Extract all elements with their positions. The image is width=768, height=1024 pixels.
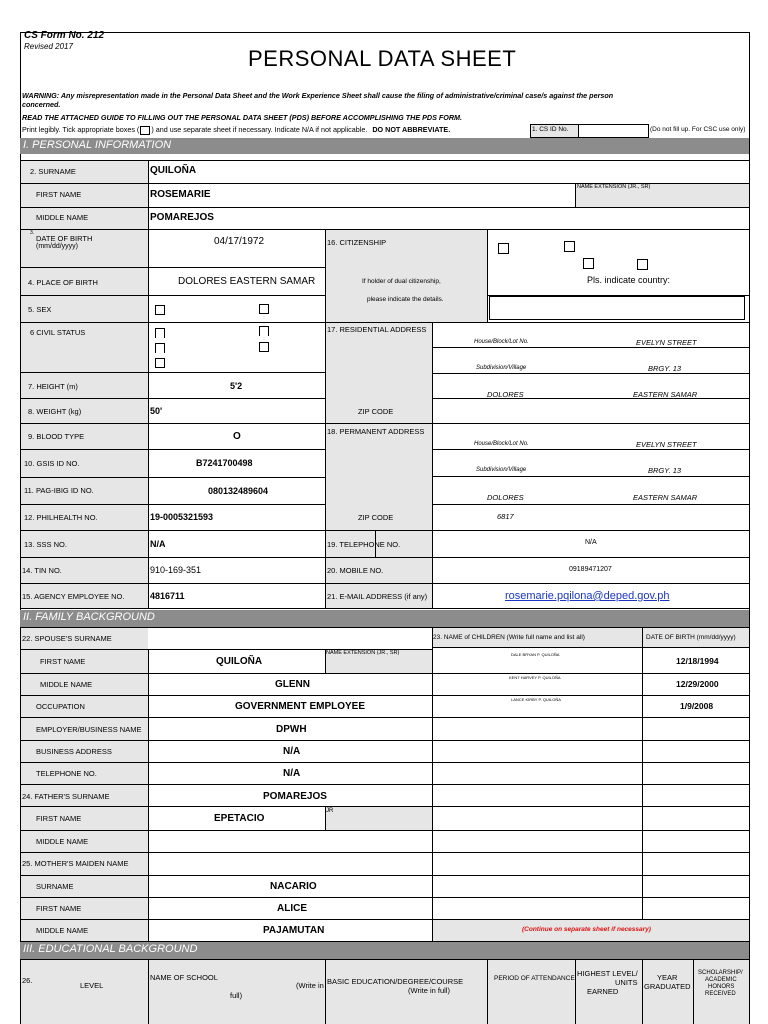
father-name-ext-value[interactable]: JR — [326, 808, 334, 814]
mother-maiden-name-label: 25. MOTHER'S MAIDEN NAME — [22, 859, 129, 868]
period-header: PERIOD OF ATTENDANCE — [494, 975, 575, 982]
perm-zip-value[interactable]: 6817 — [497, 512, 514, 521]
civil-married-checkbox[interactable] — [259, 326, 269, 336]
height-value[interactable]: 5'2 — [230, 381, 243, 391]
name-extension-label: NAME EXTENSION (JR., SR) — [577, 184, 651, 190]
section-educational-background: III. EDUCATIONAL BACKGROUND — [20, 942, 749, 959]
scholarship-header-3: HONORS — [708, 984, 735, 990]
form-revision: Revised 2017 — [24, 42, 73, 51]
scholarship-header-4: RECEIVED — [705, 991, 736, 997]
csc-use-note: (Do not fill up. For CSC use only) — [650, 126, 746, 133]
dual-note-1: If holder of dual citizenship, — [362, 278, 441, 285]
warning-text-cont: concerned. — [22, 100, 61, 109]
spouse-middle-name-value[interactable]: GLENN — [275, 679, 310, 690]
child-1-name[interactable]: DALE BRYAN P. QUILOÑA — [511, 652, 560, 657]
indicate-country: Pls. indicate country: — [587, 275, 671, 285]
sss-label: 13. SSS NO. — [24, 540, 67, 549]
blood-type-value[interactable]: O — [233, 431, 241, 442]
business-address-label: BUSINESS ADDRESS — [36, 747, 112, 756]
cs-id-input[interactable] — [578, 124, 649, 138]
occupation-value[interactable]: GOVERNMENT EMPLOYEE — [235, 701, 366, 712]
sss-value[interactable]: N/A — [150, 539, 166, 549]
course-write-in: (Write in full) — [408, 986, 450, 995]
pagibig-label: 11. PAG-IBIG ID NO. — [24, 486, 94, 495]
place-of-birth-label: 4. PLACE OF BIRTH — [28, 278, 98, 287]
res-zip-label: ZIP CODE — [358, 407, 394, 416]
business-address-value[interactable]: N/A — [283, 746, 301, 757]
children-label: 23. NAME of CHILDREN (Write full name and list all) — [433, 634, 585, 641]
father-first-name-label: FIRST NAME — [36, 814, 82, 823]
mother-surname-label: SURNAME — [36, 882, 74, 891]
father-middle-name-label: MIDDLE NAME — [36, 837, 89, 846]
email-label: 21. E-MAIL ADDRESS (if any) — [327, 592, 428, 601]
telephone-label: 19. TELEPHONE NO. — [327, 540, 401, 549]
level-header: LEVEL — [80, 981, 104, 990]
child-2-name[interactable]: KENT HARVEY P. QUILOÑA — [509, 675, 561, 680]
res-province-value[interactable]: EASTERN SAMAR — [633, 390, 698, 399]
employer-value[interactable]: DPWH — [276, 724, 307, 735]
perm-zip-label: ZIP CODE — [358, 513, 394, 522]
civil-status-label: 6 CIVIL STATUS — [30, 328, 86, 337]
res-house-label: House/Block/Lot No. — [474, 339, 529, 345]
surname-label: 2. SURNAME — [30, 167, 76, 176]
gsis-value[interactable]: B7241700498 — [196, 458, 253, 468]
spouse-first-name-value[interactable]: QUILOÑA — [216, 656, 263, 667]
spouse-middle-name-label: MIDDLE NAME — [40, 680, 93, 689]
dob-label: DATE OF BIRTH — [36, 234, 93, 243]
mother-first-name-value[interactable]: ALICE — [277, 903, 307, 914]
sex-male-checkbox[interactable] — [155, 305, 165, 315]
child-3-name[interactable]: LANCE KIRBY P. QUILOÑA — [511, 697, 561, 702]
place-of-birth-value[interactable]: DOLORES EASTERN SAMAR — [178, 276, 316, 287]
first-name-value[interactable]: ROSEMARIE — [150, 189, 211, 200]
civil-widowed-checkbox[interactable] — [155, 343, 165, 353]
course-header: BASIC EDUCATION/DEGREE/COURSE — [327, 977, 464, 986]
middle-name-value[interactable]: POMAREJOS — [150, 212, 214, 223]
civil-single-checkbox[interactable] — [155, 328, 165, 338]
section-family-background: II. FAMILY BACKGROUND — [20, 610, 749, 627]
res-street-value[interactable]: EVELYN STREET — [636, 338, 697, 347]
form-number: CS Form No. 212 — [24, 30, 105, 41]
mobile-value[interactable]: 09189471207 — [569, 566, 612, 573]
child-3-dob[interactable]: 1/9/2008 — [680, 701, 714, 711]
blood-type-label: 9. BLOOD TYPE — [28, 432, 85, 441]
family-label-bg — [21, 628, 148, 942]
child-2-dob[interactable]: 12/29/2000 — [676, 679, 719, 689]
res-barangay-value[interactable]: BRGY. 13 — [648, 364, 682, 373]
print-instructions — [22, 125, 450, 135]
philhealth-label: 12. PHILHEALTH NO. — [24, 513, 98, 522]
telephone-value[interactable]: N/A — [585, 539, 597, 546]
child-1-dob[interactable]: 12/18/1994 — [676, 656, 719, 666]
country-input[interactable] — [489, 296, 745, 320]
section-personal-information: I. PERSONAL INFORMATION — [20, 138, 749, 154]
sex-label: 5. SEX — [28, 305, 52, 314]
father-ext-bg — [325, 806, 432, 830]
guide-text: READ THE ATTACHED GUIDE TO FILLING OUT THE PERSONAL DATA SHEET (PDS) BEFORE ACCOMPLISHING THE PDS FORM. — [22, 113, 463, 122]
school-full: full) — [230, 991, 243, 1000]
dual-note-2: please indicate the details. — [367, 296, 444, 303]
print-instructions-b: ) and use separate sheet if necessary. Indicate N/A if not applicable. — [151, 125, 368, 134]
email-value[interactable]: rosemarie.pqilona@deped.gov.ph — [505, 590, 670, 602]
weight-label: 8. WEIGHT (kg) — [28, 407, 82, 416]
year-graduated-header-2: GRADUATED — [644, 982, 691, 991]
no-abbreviate: DO NOT ABBREVIATE. — [372, 125, 451, 134]
scholarship-header-2: ACADEMIC — [705, 977, 737, 983]
highest-level-header-2: UNITS — [615, 978, 638, 987]
perm-street-value[interactable]: EVELYN STREET — [636, 440, 697, 449]
dob-value[interactable]: 04/17/1972 — [214, 236, 265, 247]
spouse-telephone-label: TELEPHONE NO. — [36, 769, 97, 778]
dob-number: 3. — [30, 230, 35, 236]
perm-subdivision-label: Subdivision/Village — [476, 467, 527, 473]
page-title: PERSONAL DATA SHEET — [248, 46, 517, 71]
school-name-header: NAME OF SCHOOL — [150, 973, 218, 982]
spouse-telephone-value[interactable]: N/A — [283, 768, 301, 779]
cs-id-label: 1. CS ID No. — [532, 126, 569, 133]
agency-employee-value[interactable]: 4816711 — [150, 591, 185, 601]
mother-surname-value[interactable]: NACARIO — [270, 881, 317, 892]
children-dob-label: DATE OF BIRTH (mm/dd/yyyy) — [646, 634, 736, 641]
continue-note: (Continue on separate sheet if necessary) — [522, 926, 651, 933]
spouse-name-ext-label: NAME EXTENSION (JR., SR) — [326, 650, 400, 656]
perm-city-value[interactable]: DOLORES — [487, 493, 524, 502]
highest-level-header-1: HIGHEST LEVEL/ — [577, 969, 638, 978]
school-write-in: (Write in — [296, 981, 324, 990]
tin-value[interactable]: 910-169-351 — [150, 565, 202, 575]
mother-first-name-label: FIRST NAME — [36, 904, 82, 913]
citizenship-label: 16. CITIZENSHIP — [327, 238, 387, 247]
print-instructions-a: Print legibly. Tick appropriate boxes ( — [22, 125, 140, 134]
dob-format: (mm/dd/yyyy) — [36, 243, 78, 250]
father-first-name-value[interactable]: EPETACIO — [214, 813, 265, 824]
agency-employee-label: 15. AGENCY EMPLOYEE NO. — [22, 592, 125, 601]
civil-separated-checkbox[interactable] — [259, 342, 269, 352]
mobile-label: 20. MOBILE NO. — [327, 566, 384, 575]
perm-house-label: House/Block/Lot No. — [474, 441, 529, 447]
middle-name-label: MIDDLE NAME — [36, 213, 89, 222]
perm-province-value[interactable]: EASTERN SAMAR — [633, 493, 698, 502]
height-label: 7. HEIGHT (m) — [28, 382, 78, 391]
employer-label: EMPLOYER/BUSINESS NAME — [36, 725, 142, 734]
philhealth-value[interactable]: 19-0005321593 — [150, 512, 214, 522]
citizenship-dual-checkbox[interactable] — [564, 241, 575, 252]
mother-middle-name-label: MIDDLE NAME — [36, 926, 89, 935]
gsis-label: 10. GSIS ID NO. — [24, 459, 80, 468]
education-header-bg — [21, 960, 749, 1024]
res-city-value[interactable]: DOLORES — [487, 390, 524, 399]
civil-other-checkbox[interactable] — [155, 358, 165, 368]
residential-address-label: 17. RESIDENTIAL ADDRESS — [327, 325, 427, 334]
surname-value[interactable]: QUILOÑA — [150, 165, 197, 176]
spouse-surname-label: 22. SPOUSE'S SURNAME — [22, 634, 112, 643]
first-name-label: FIRST NAME — [36, 190, 82, 199]
permanent-address-label: 18. PERMANENT ADDRESS — [327, 427, 425, 436]
mother-middle-name-value[interactable]: PAJAMUTAN — [263, 925, 325, 936]
citizenship-filipino-checkbox[interactable] — [498, 243, 509, 254]
education-number: 26. — [22, 976, 33, 985]
highest-level-header-3: EARNED — [587, 987, 619, 996]
weight-value[interactable]: 50' — [150, 406, 163, 416]
warning-text: WARNING: Any misrepresentation made in the Personal Data Sheet and the Work Experience Sheet shall cause the filing of administrative/criminal case/s against the person — [22, 91, 614, 100]
sex-female-checkbox[interactable] — [259, 304, 269, 314]
father-surname-value[interactable]: POMAREJOS — [263, 791, 327, 802]
dual-by-birth-checkbox[interactable] — [583, 258, 594, 269]
perm-barangay-value[interactable]: BRGY. 13 — [648, 466, 682, 475]
dual-by-naturalization-checkbox[interactable] — [637, 259, 648, 270]
year-graduated-header-1: YEAR — [657, 973, 678, 982]
spouse-first-name-label: FIRST NAME — [40, 657, 86, 666]
pagibig-value[interactable]: 080132489604 — [208, 486, 269, 496]
father-surname-label: 24. FATHER'S SURNAME — [22, 792, 110, 801]
tin-label: 14. TIN NO. — [22, 566, 62, 575]
res-subdivision-label: Subdivision/Village — [476, 365, 527, 371]
tick-box-sample — [140, 126, 150, 135]
occupation-label: OCCUPATION — [36, 702, 85, 711]
scholarship-header-1: SCHOLARSHIP/ — [698, 970, 743, 976]
